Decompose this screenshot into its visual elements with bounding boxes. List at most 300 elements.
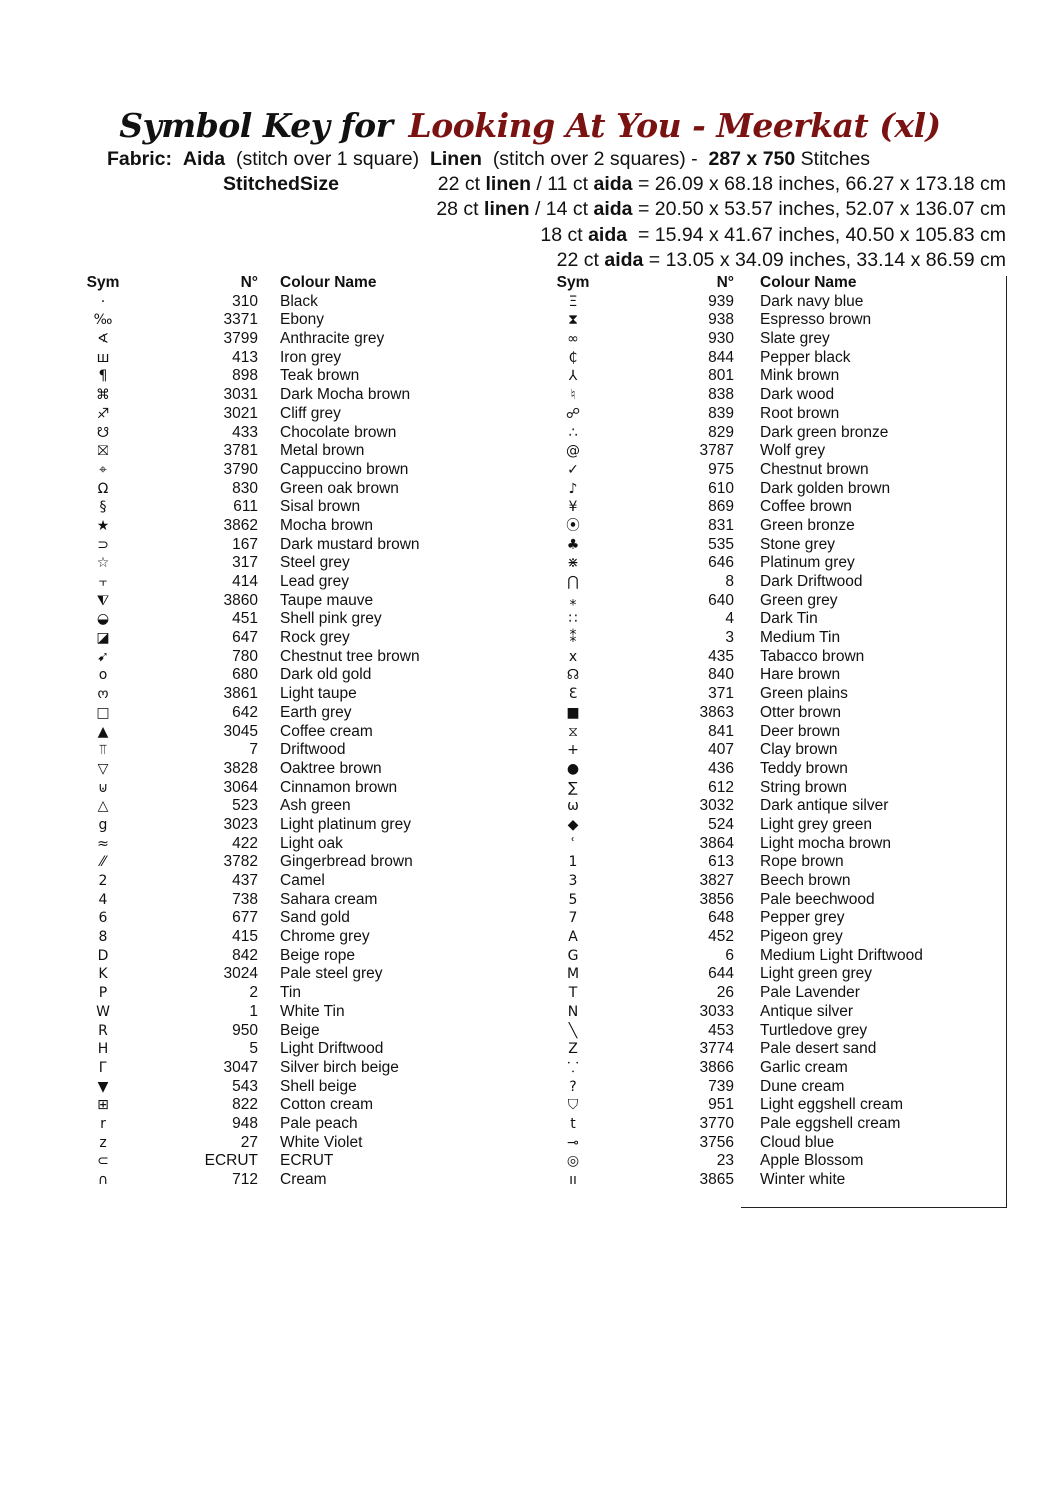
table-row xyxy=(552,666,1010,685)
colour-name: Medium Tin xyxy=(760,629,841,647)
floss-number: 7 xyxy=(249,741,258,759)
floss-number: 842 xyxy=(232,946,258,964)
colour-name: Dark wood xyxy=(760,386,835,404)
floss-number: 523 xyxy=(232,797,258,815)
table-row xyxy=(82,666,442,685)
symbol-icon: M xyxy=(566,966,580,983)
colour-name: Steel grey xyxy=(280,554,350,572)
colour-name: Stone grey xyxy=(760,535,835,553)
colour-name: Lead grey xyxy=(280,573,349,590)
table-row xyxy=(82,928,442,947)
table-border-bottom xyxy=(741,1207,1007,1208)
colour-name: Platinum grey xyxy=(760,554,855,572)
symbol-icon: 1 xyxy=(568,854,578,871)
fabric-aida-note: (stitch over 1 square) xyxy=(235,148,420,170)
colour-name: Medium Light Driftwood xyxy=(760,946,923,964)
colour-name: Green grey xyxy=(760,591,838,609)
colour-name: Dark green bronze xyxy=(760,423,889,441)
table-row xyxy=(82,442,442,461)
symbol-icon: ⌘ xyxy=(96,387,110,404)
table-row xyxy=(82,386,442,405)
symbol-icon: ⋂ xyxy=(567,574,579,590)
table-row xyxy=(552,1022,1010,1041)
colour-name: Dark mustard brown xyxy=(280,535,420,553)
symbol-icon: ● xyxy=(566,760,580,777)
table-row xyxy=(82,1171,442,1190)
colour-name: Camel xyxy=(280,872,325,889)
symbol-icon: R xyxy=(98,1022,108,1039)
floss-number: 1 xyxy=(249,1002,258,1020)
table-row xyxy=(552,1059,1010,1078)
header-colour-name: Colour Name xyxy=(760,274,857,291)
table-row xyxy=(552,1152,1010,1171)
floss-number: 422 xyxy=(232,834,258,852)
floss-number: 415 xyxy=(232,928,258,946)
table-row xyxy=(82,1078,442,1097)
symbol-icon: ≈ xyxy=(97,835,109,852)
colour-name: Light Driftwood xyxy=(280,1040,384,1058)
table-row xyxy=(82,480,442,499)
colour-name: Root brown xyxy=(760,404,840,422)
symbol-icon: ⊍ xyxy=(97,779,109,796)
symbol-icon: ⫪ xyxy=(99,742,107,759)
colour-name: Dark old gold xyxy=(280,666,372,684)
symbol-icon: ⊞ xyxy=(97,1097,109,1114)
floss-number: 739 xyxy=(708,1077,734,1095)
table-row xyxy=(82,1040,442,1059)
table-row xyxy=(552,405,1010,424)
size-mid: / 14 ct xyxy=(529,198,594,221)
symbol-icon: ⧗ xyxy=(568,312,578,329)
colour-name: Tin xyxy=(280,984,301,1002)
floss-number: 535 xyxy=(708,535,734,553)
colour-name: Pepper grey xyxy=(760,909,845,927)
floss-number: 939 xyxy=(708,292,734,310)
table-row xyxy=(82,1059,442,1078)
symbol-table-left xyxy=(82,274,442,1190)
table-row xyxy=(552,386,1010,405)
symbol-icon: x xyxy=(568,648,578,665)
table-row xyxy=(552,311,1010,330)
symbol-icon: z xyxy=(99,1134,107,1151)
colour-name: Pale eggshell cream xyxy=(760,1114,901,1132)
floss-number: 5 xyxy=(249,1040,258,1058)
floss-number: 948 xyxy=(232,1114,258,1132)
table-row xyxy=(82,330,442,349)
floss-number: 414 xyxy=(232,573,258,590)
symbol-icon: ▲ xyxy=(97,723,109,740)
floss-number: 831 xyxy=(708,516,734,534)
floss-number: 3021 xyxy=(223,404,258,422)
table-row xyxy=(552,928,1010,947)
table-row xyxy=(82,498,442,517)
colour-name: Winter white xyxy=(760,1171,846,1188)
symbol-icon: Ɛ xyxy=(568,686,578,703)
symbol-icon: ⧖ xyxy=(568,723,578,740)
symbol-icon: ☆ xyxy=(96,555,110,572)
symbol-icon: D xyxy=(97,947,109,964)
floss-number: 3799 xyxy=(223,330,258,348)
table-row xyxy=(82,779,442,798)
colour-name: Chocolate brown xyxy=(280,423,397,441)
colour-name: Earth grey xyxy=(280,703,352,721)
table-border-right xyxy=(1006,276,1007,1208)
stitched-size-line xyxy=(540,223,1006,247)
table-row xyxy=(552,835,1010,854)
floss-number: 3064 xyxy=(223,778,258,796)
colour-name: Green oak brown xyxy=(280,479,399,497)
symbol-icon: ⊃ xyxy=(97,536,109,553)
size-b1: aida xyxy=(604,248,644,271)
table-row xyxy=(82,629,442,648)
symbol-icon: @ xyxy=(566,443,580,460)
symbol-icon: Z xyxy=(568,1041,578,1058)
floss-number: 435 xyxy=(708,647,734,665)
symbol-icon: P xyxy=(98,985,108,1002)
symbol-icon: ⧨ xyxy=(96,592,110,609)
table-row xyxy=(82,984,442,1003)
floss-number: 310 xyxy=(232,292,258,310)
symbol-icon: ▼ xyxy=(97,1078,109,1095)
floss-number: 3790 xyxy=(223,460,258,478)
stitch-count: 287 x 750 xyxy=(708,148,796,170)
colour-name: Metal brown xyxy=(280,442,365,460)
colour-name: Light eggshell cream xyxy=(760,1096,904,1114)
floss-number: 898 xyxy=(232,367,258,385)
fabric-aida: Aida xyxy=(182,148,226,170)
table-row xyxy=(552,536,1010,555)
floss-number: 951 xyxy=(708,1096,734,1114)
table-row xyxy=(552,965,1010,984)
floss-number: 829 xyxy=(708,423,734,441)
table-row xyxy=(82,349,442,368)
colour-name: Dark golden brown xyxy=(760,479,891,497)
colour-name: Chestnut tree brown xyxy=(280,647,420,665)
table-row xyxy=(552,293,1010,312)
table-row xyxy=(82,704,442,723)
colour-name: Green bronze xyxy=(760,516,855,534)
colour-name: Sahara cream xyxy=(280,890,378,908)
table-row xyxy=(552,984,1010,1003)
floss-number: 938 xyxy=(708,311,734,329)
fabric-linen: Linen xyxy=(429,148,482,170)
symbol-icon: ⛉ xyxy=(567,1097,579,1114)
table-row xyxy=(82,517,442,536)
floss-number: 407 xyxy=(708,741,734,759)
floss-number: 841 xyxy=(708,722,734,740)
table-row xyxy=(552,1171,1010,1190)
colour-name: ECRUT xyxy=(280,1152,334,1170)
table-row xyxy=(82,723,442,742)
floss-number: 780 xyxy=(232,647,258,665)
colour-name: Light green grey xyxy=(760,965,873,983)
fabric-label: Fabric: xyxy=(107,148,173,170)
table-row xyxy=(552,1040,1010,1059)
colour-name: Light grey green xyxy=(760,815,873,833)
symbol-icon: ω xyxy=(567,798,579,815)
symbol-icon: ¥ xyxy=(568,499,578,516)
floss-number: 3787 xyxy=(699,442,734,460)
symbol-icon: ▽ xyxy=(97,760,109,777)
colour-name: Beige rope xyxy=(280,946,355,964)
colour-name: Chestnut brown xyxy=(760,460,869,478)
symbol-icon: ☍ xyxy=(565,405,581,422)
size-pre: 28 ct xyxy=(436,198,485,221)
floss-number: 738 xyxy=(232,890,258,908)
floss-number: 453 xyxy=(708,1021,734,1039)
table-row xyxy=(552,909,1010,928)
symbol-icon: ? xyxy=(569,1078,577,1095)
colour-name: Ebony xyxy=(280,311,324,329)
floss-number: 830 xyxy=(232,479,258,497)
floss-number: 712 xyxy=(232,1171,258,1188)
floss-number: 642 xyxy=(232,703,258,721)
table-row xyxy=(82,797,442,816)
floss-number: 839 xyxy=(708,404,734,422)
table-row xyxy=(552,1096,1010,1115)
symbol-icon: ♪ xyxy=(568,480,578,497)
table-row xyxy=(82,816,442,835)
floss-number: 801 xyxy=(708,367,734,385)
symbol-icon: ☋ xyxy=(96,424,110,441)
symbol-icon: N xyxy=(567,1003,579,1020)
symbol-icon: ♣ xyxy=(566,536,580,553)
stitched-size-label: StitchedSize xyxy=(223,173,339,195)
floss-number: 822 xyxy=(232,1096,258,1114)
floss-number: 3032 xyxy=(699,797,734,815)
table-row xyxy=(552,424,1010,443)
colour-name: Light platinum grey xyxy=(280,815,411,833)
symbol-icon: ⁑ xyxy=(569,630,577,647)
symbol-icon: + xyxy=(567,742,579,759)
header-number: N° xyxy=(240,274,258,291)
symbol-icon: H xyxy=(97,1041,109,1058)
symbol-icon: 7 xyxy=(568,910,578,927)
stitched-size-line xyxy=(557,248,1006,272)
floss-number: 317 xyxy=(232,554,258,572)
symbol-icon: ◒ xyxy=(96,611,110,628)
table-header xyxy=(82,274,442,293)
colour-name: Dune cream xyxy=(760,1077,845,1095)
colour-name: Pale beechwood xyxy=(760,890,875,908)
table-row xyxy=(552,797,1010,816)
symbol-icon: ¶ xyxy=(98,368,108,385)
symbol-icon: Ω xyxy=(97,480,109,497)
colour-name: Clay brown xyxy=(760,741,838,759)
symbol-icon: r xyxy=(100,1115,106,1132)
symbol-icon: ⌖ xyxy=(99,461,107,478)
floss-number: 3045 xyxy=(223,722,258,740)
symbol-icon: □ xyxy=(96,704,110,721)
colour-name: Shell beige xyxy=(280,1077,357,1095)
table-row xyxy=(82,891,442,910)
table-row xyxy=(82,947,442,966)
colour-name: Pale peach xyxy=(280,1114,358,1132)
floss-number: 646 xyxy=(708,554,734,572)
floss-number: 3023 xyxy=(223,815,258,833)
floss-number: 413 xyxy=(232,348,258,366)
colour-name: Taupe mauve xyxy=(280,591,374,609)
symbol-icon: ★ xyxy=(96,517,110,534)
symbol-icon: ⁎ xyxy=(569,592,577,609)
table-row xyxy=(82,741,442,760)
symbol-icon: ⸪ xyxy=(567,1059,579,1076)
table-row xyxy=(82,610,442,629)
table-row xyxy=(82,1115,442,1134)
colour-name: Gingerbread brown xyxy=(280,853,413,871)
size-post: = 26.09 x 68.18 inches, 66.27 x 173.18 cm xyxy=(632,173,1006,195)
symbol-icon: ♮ xyxy=(570,387,576,404)
floss-number: 3756 xyxy=(699,1133,734,1151)
floss-number: 371 xyxy=(708,685,734,703)
symbol-icon: Г xyxy=(98,1059,108,1076)
floss-number: 644 xyxy=(708,965,734,983)
fabric-linen-note: (stitch over 2 squares) - xyxy=(492,148,698,170)
symbol-icon: ⊸ xyxy=(567,1134,579,1151)
table-row xyxy=(82,367,442,386)
symbol-icon: Ξ xyxy=(568,293,578,310)
floss-number: 6 xyxy=(725,946,734,964)
table-row xyxy=(82,293,442,312)
title-lead: Symbol Key for xyxy=(119,106,393,145)
floss-number: 869 xyxy=(708,498,734,516)
symbol-icon: § xyxy=(99,499,107,516)
floss-number: 640 xyxy=(708,591,734,609)
floss-number: 3862 xyxy=(223,516,258,534)
colour-name: Cloud blue xyxy=(760,1133,835,1151)
colour-name: Dark navy blue xyxy=(760,292,864,310)
symbol-icon: ⦿ xyxy=(566,517,580,534)
symbol-icon: ⊂ xyxy=(97,1153,109,1170)
table-row xyxy=(552,648,1010,667)
table-row xyxy=(82,461,442,480)
table-row xyxy=(82,1152,442,1171)
table-row xyxy=(82,424,442,443)
symbol-icon: ■ xyxy=(566,704,580,721)
colour-name: Otter brown xyxy=(760,703,841,721)
symbol-icon: 4 xyxy=(98,891,108,908)
table-row xyxy=(552,853,1010,872)
colour-name: Light taupe xyxy=(280,685,357,703)
colour-name: Pale steel grey xyxy=(280,965,383,983)
colour-name: Espresso brown xyxy=(760,311,872,329)
colour-name: Antique silver xyxy=(760,1002,854,1020)
floss-number: 3774 xyxy=(699,1040,734,1058)
floss-number: 3827 xyxy=(699,872,734,889)
symbol-icon: ◆ xyxy=(567,816,579,833)
floss-number: 975 xyxy=(708,460,734,478)
table-row xyxy=(552,1115,1010,1134)
header-colour-name: Colour Name xyxy=(280,274,377,291)
floss-number: 648 xyxy=(708,909,734,927)
table-row xyxy=(552,554,1010,573)
floss-number: 4 xyxy=(725,610,734,628)
table-row xyxy=(82,760,442,779)
symbol-table-right xyxy=(552,274,1010,1190)
table-row xyxy=(82,965,442,984)
colour-name: Cotton cream xyxy=(280,1096,374,1114)
colour-name: Beige xyxy=(280,1021,320,1039)
floss-number: 167 xyxy=(232,535,258,553)
floss-number: 27 xyxy=(240,1133,258,1151)
floss-number: ECRUT xyxy=(204,1152,258,1170)
table-row xyxy=(552,1078,1010,1097)
table-row xyxy=(82,909,442,928)
size-b2: aida xyxy=(593,198,633,221)
stitched-size-line xyxy=(438,172,1006,196)
page-title xyxy=(0,104,1060,148)
floss-number: 612 xyxy=(708,778,734,796)
table-row xyxy=(82,648,442,667)
symbol-icon: ✓ xyxy=(567,461,579,478)
colour-name: Sisal brown xyxy=(280,498,361,516)
floss-number: 3856 xyxy=(699,890,734,908)
table-row xyxy=(552,947,1010,966)
colour-name: Dark Tin xyxy=(760,610,818,628)
table-row xyxy=(552,349,1010,368)
floss-number: 433 xyxy=(232,423,258,441)
colour-name: Dark antique silver xyxy=(760,797,889,815)
floss-number: 437 xyxy=(232,872,258,889)
floss-number: 3864 xyxy=(699,834,734,852)
table-row xyxy=(552,1003,1010,1022)
table-row xyxy=(82,311,442,330)
header-sym: Sym xyxy=(86,274,120,291)
floss-number: 436 xyxy=(708,759,734,777)
floss-number: 3861 xyxy=(223,685,258,703)
colour-name: Beech brown xyxy=(760,872,851,889)
stitched-size-line xyxy=(436,197,1006,221)
colour-name: Coffee cream xyxy=(280,722,373,740)
symbol-icon: · xyxy=(100,293,106,310)
symbol-icon: ш xyxy=(96,349,110,366)
symbol-icon: ╲ xyxy=(568,1022,578,1039)
table-header xyxy=(552,274,1010,293)
symbol-icon: G xyxy=(567,947,579,964)
table-row xyxy=(552,629,1010,648)
table-row xyxy=(552,367,1010,386)
symbol-icon: ⫟ xyxy=(98,574,108,590)
symbol-icon: ♐ xyxy=(96,405,110,422)
colour-name: Oaktree brown xyxy=(280,759,382,777)
floss-number: 3781 xyxy=(223,442,258,460)
colour-name: Garlic cream xyxy=(760,1058,848,1076)
table-row xyxy=(82,554,442,573)
table-row xyxy=(552,741,1010,760)
colour-name: Coffee brown xyxy=(760,498,852,516)
colour-name: Tabacco brown xyxy=(760,647,865,665)
floss-number: 930 xyxy=(708,330,734,348)
table-row xyxy=(552,760,1010,779)
table-row xyxy=(82,1096,442,1115)
colour-name: Ash green xyxy=(280,797,351,815)
symbol-icon: ₵ xyxy=(568,349,578,366)
table-row xyxy=(82,573,442,592)
symbol-icon: o xyxy=(98,667,108,684)
table-row xyxy=(552,704,1010,723)
symbol-icon: ∞ xyxy=(567,331,579,348)
colour-name: White Violet xyxy=(280,1133,363,1151)
symbol-icon: ∑ xyxy=(568,779,578,796)
floss-number: 611 xyxy=(233,498,258,516)
floss-number: 3033 xyxy=(699,1002,734,1020)
colour-name: Dark Mocha brown xyxy=(280,386,411,404)
size-mid: / 11 ct xyxy=(531,173,594,195)
floss-number: 3770 xyxy=(699,1114,734,1132)
floss-number: 647 xyxy=(232,629,258,647)
colour-name: Sand gold xyxy=(280,909,350,927)
size-pre: 18 ct xyxy=(540,223,589,246)
